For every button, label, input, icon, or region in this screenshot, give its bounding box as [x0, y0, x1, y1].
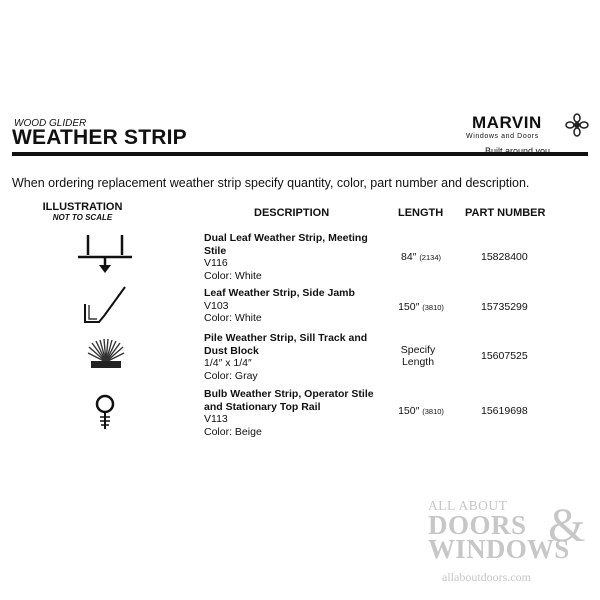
- watermark-line2: DOORS: [428, 510, 527, 540]
- meeting-stile-strip-icon: [75, 232, 135, 274]
- strip-color: Color: White: [204, 269, 262, 282]
- length-value: 84″: [400, 251, 417, 263]
- length-mm: (3810): [422, 407, 444, 416]
- length-mm: (3810): [422, 303, 444, 312]
- strip-name: Leaf Weather Strip, Side Jamb: [204, 287, 355, 299]
- length-cell: [386, 251, 456, 263]
- illustration-header: ILLUSTRATION: [42, 201, 123, 213]
- list-item-description: [204, 332, 389, 382]
- col-illustration: [40, 201, 125, 222]
- strip-color: Color: White: [204, 312, 262, 324]
- length-cell: [385, 344, 451, 368]
- pile-strip-icon: [86, 338, 126, 376]
- brand-tagline: Built around you.: [485, 146, 553, 156]
- list-item-description: [204, 232, 389, 282]
- side-jamb-strip-icon: [80, 285, 130, 327]
- strip-code: V103: [204, 299, 229, 312]
- marvin-logo: [462, 113, 592, 163]
- col-length: LENGTH: [398, 207, 444, 219]
- strip-name: Dual Leaf Weather Strip, Meeting Stile: [204, 232, 368, 257]
- watermark-line3: WINDOWS: [428, 534, 570, 564]
- doc-title: WEATHER STRIP: [12, 126, 187, 149]
- intro-text: When ordering replacement weather strip specify quantity, color, part number and description.: [12, 176, 530, 190]
- part-number: 15828400: [481, 251, 528, 263]
- col-description: DESCRIPTION: [254, 207, 330, 219]
- list-item-description: [204, 287, 389, 325]
- strip-color: Color: Beige: [204, 425, 262, 438]
- brand-subtitle: Windows and Doors: [466, 133, 539, 140]
- length-cell: [386, 405, 456, 417]
- strip-name: Pile Weather Strip, Sill Track and Dust Block: [204, 332, 368, 357]
- strip-code: 1/4″ x 1/4″: [204, 357, 252, 369]
- not-to-scale-note: NOT TO SCALE: [52, 213, 113, 222]
- strip-code: V113: [204, 413, 228, 425]
- strip-code: V116: [204, 257, 228, 269]
- part-number: 15607525: [481, 350, 528, 362]
- length-value: 150″: [398, 301, 420, 313]
- part-number: 15735299: [481, 301, 528, 313]
- strip-color: Color: Gray: [204, 369, 258, 382]
- doc-subtitle: WOOD GLIDER: [14, 118, 87, 129]
- length-value: Specify Length: [400, 344, 436, 368]
- bulb-strip-icon: [90, 393, 120, 431]
- strip-name: Bulb Weather Strip, Operator Stile and Stationary Top Rail: [204, 388, 374, 413]
- watermark-amp: &: [548, 499, 586, 552]
- flower-icon: [565, 113, 589, 137]
- brand-name: MARVIN: [472, 113, 542, 132]
- length-value: 150″: [398, 405, 420, 417]
- watermark-line1: ALL ABOUT: [428, 498, 508, 513]
- watermark-url: allaboutdoors.com: [442, 570, 531, 584]
- part-number: 15619698: [481, 405, 528, 417]
- col-part-number: PART NUMBER: [465, 207, 546, 219]
- list-item-description: [204, 388, 389, 438]
- length-mm: (2134): [419, 253, 441, 262]
- length-cell: [386, 301, 456, 313]
